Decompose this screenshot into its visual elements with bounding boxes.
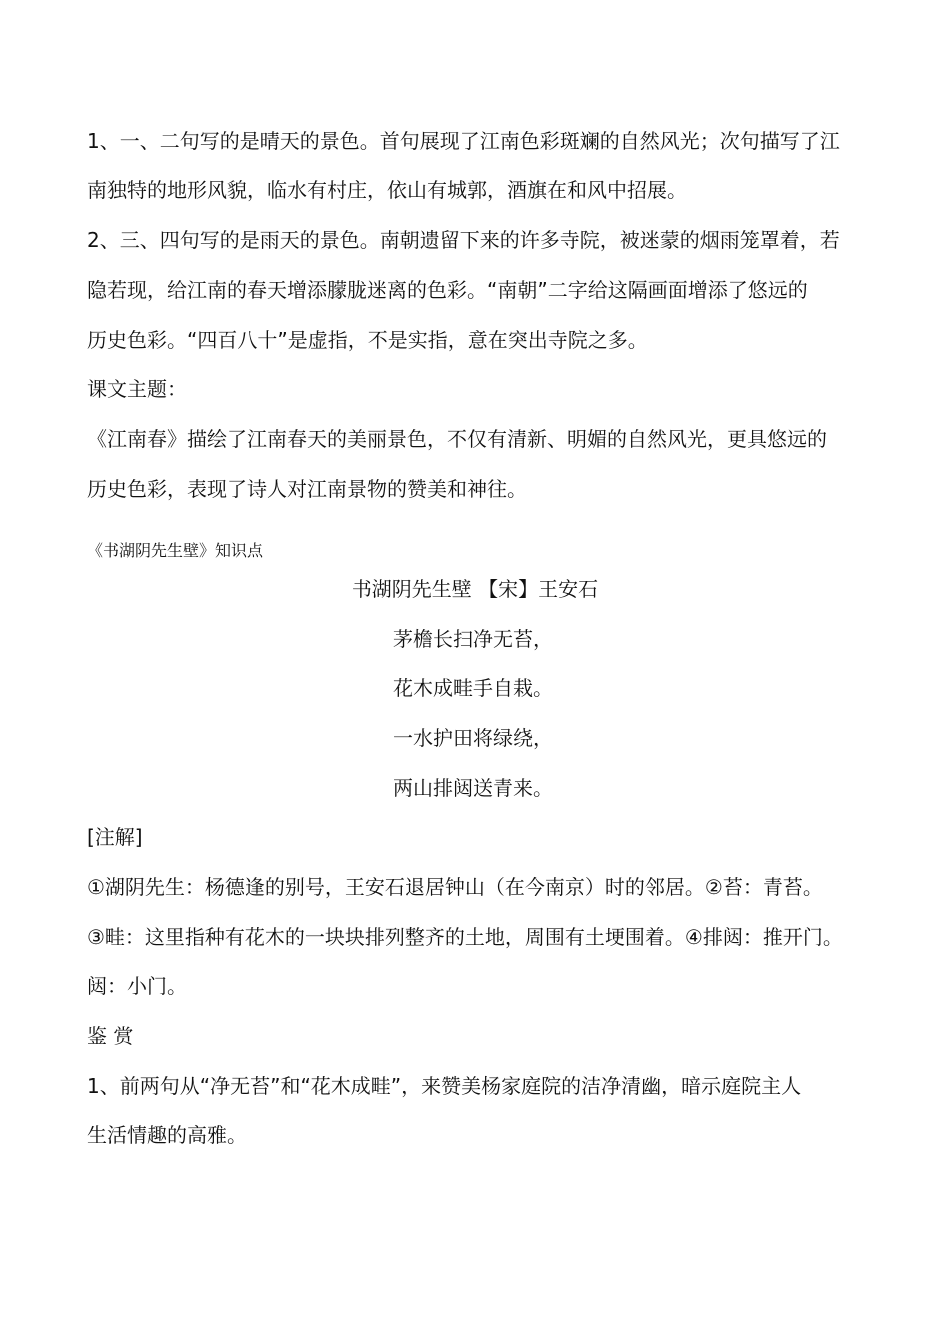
theme-text-line-2: 历史色彩，表现了诗人对江南景物的赞美和神往。 [87, 477, 527, 501]
poem-line-1: 茅檐长扫净无苔， [393, 627, 553, 651]
analysis-2-line-3: 历史色彩。“四百八十”是虚指，不是实指，意在突出寺院之多。 [87, 328, 648, 352]
poem-line-3: 一水护田将绿绕， [393, 726, 553, 750]
notes-line-1: ①湖阴先生：杨德逢的别号，王安石退居钟山（在今南京）时的邻居。②苔：青苔。 [87, 875, 823, 899]
section-heading: 《书湖阴先生壁》知识点 [87, 541, 264, 560]
poem-line-4: 两山排闼送青来。 [393, 776, 553, 800]
notes-heading: [注解] [87, 825, 143, 849]
appreciation-1-line-1: 1、前两句从“净无苔”和“花木成畦”，来赞美杨家庭院的洁净清幽，暗示庭院主人 [87, 1074, 802, 1098]
notes-line-2: ③畦：这里指种有花木的一块块排列整齐的土地，周围有土埂围着。④排闼：推开门。 [87, 925, 843, 949]
poem-title: 书湖阴先生壁 【宋】王安石 [351, 577, 599, 601]
appreciation-heading: 鉴 赏 [87, 1024, 134, 1048]
notes-line-3: 闼：小门。 [87, 974, 187, 998]
theme-text-line-1: 《江南春》描绘了江南春天的美丽景色，不仅有清新、明媚的自然风光，更具悠远的 [87, 427, 827, 451]
analysis-2-line-1: 2、三、四句写的是雨天的景色。南朝遗留下来的许多寺院，被迷蒙的烟雨笼罩着，若 [87, 228, 840, 252]
analysis-2-line-2: 隐若现，给江南的春天增添朦胧迷离的色彩。“南朝”二字给这隔画面增添了悠远的 [87, 278, 808, 302]
theme-heading: 课文主题： [87, 377, 187, 401]
analysis-1-line-2: 南独特的地形风貌，临水有村庄，依山有城郭，酒旗在和风中招展。 [87, 178, 687, 202]
poem-line-2: 花木成畦手自栽。 [393, 676, 553, 700]
appreciation-1-line-2: 生活情趣的高雅。 [87, 1123, 247, 1147]
analysis-1-line-1: 1、一、二句写的是晴天的景色。首句展现了江南色彩斑斓的自然风光；次句描写了江 [87, 129, 840, 153]
